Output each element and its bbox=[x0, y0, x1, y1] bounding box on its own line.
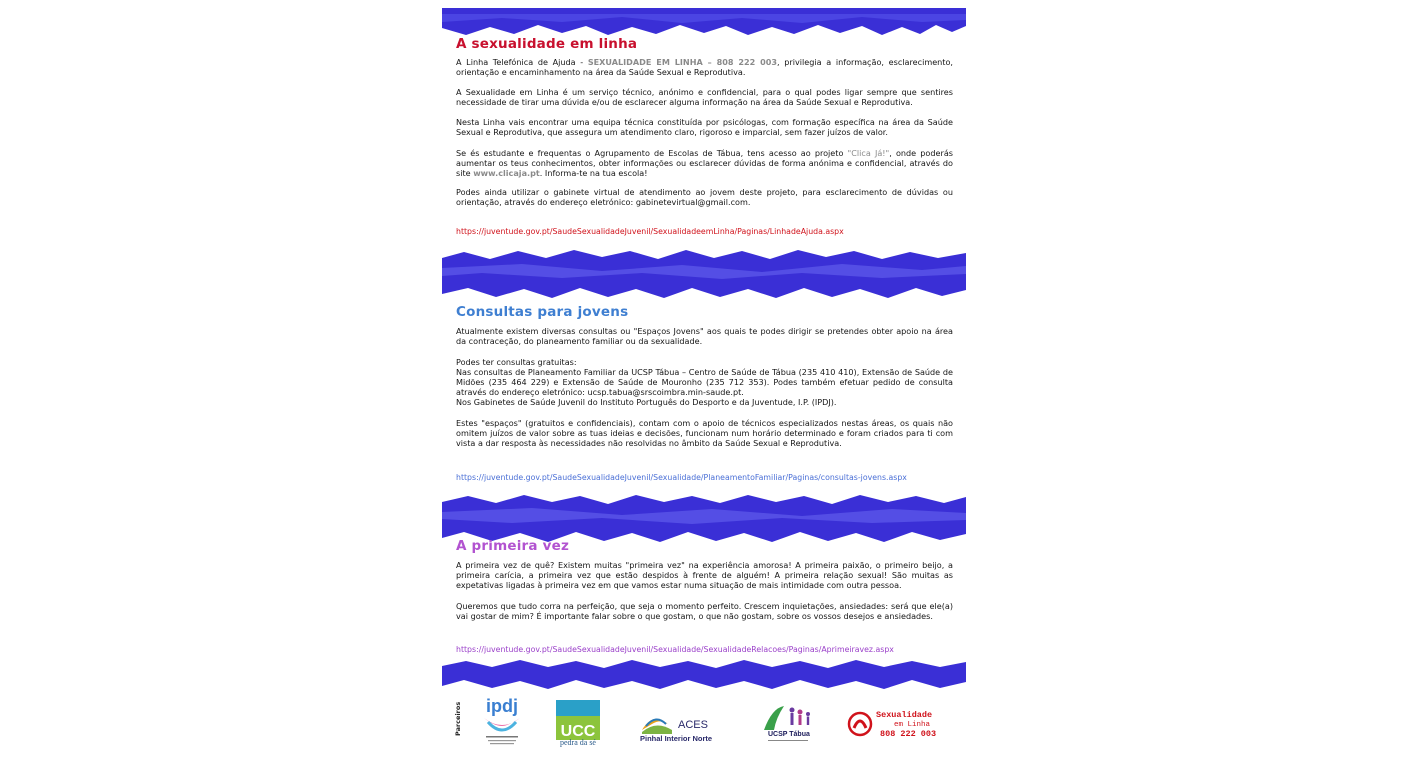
paragraph: Atualmente existem diversas consultas ou "Espaços Jovens" aos quais te podes dirigir se pretendes obter apoio na área da contraceção, do planeamento familiar ou da sexualidade. bbox=[456, 326, 953, 347]
paragraph: Queremos que tudo corra na perfeição, que seja o momento perfeito. Crescem inquietações, ansiedades: será que ele(a) vai gostar de mim? É importante falar sobre o que gostam, o que não gostam, sobre os vossos desejos e ansiedades. bbox=[456, 601, 953, 622]
section-title-consultas-para-jovens: Consultas para jovens bbox=[456, 304, 629, 320]
text: , onde poderás aumentar os teus conhecimentos, obter informações ou esclarecer dúvidas de forma anónima e confidencial, através do site bbox=[456, 148, 953, 179]
paragraph: Estes "espaços" (gratuitos e confidenciais), contam com o apoio de técnicos especializados nestas áreas, os quais não omitem juízos de valor sobre as tuas ideias e decisões, funcionam num horário determinado e foram criados para ti com vista a dar resposta às necessidades não resolvidas no âmbito da Saúde Sexual e Reprodutiva. bbox=[456, 418, 953, 449]
aces-sub-text: Pinhal Interior Norte bbox=[640, 734, 713, 743]
aces-logo bbox=[640, 704, 724, 744]
paragraph: A primeira vez de quê? Existem muitas "primeira vez" na experiência amorosa! A primeira paixão, o primeiro beijo, a primeira carícia, a primeira vez que estão despidos à frente de alguém! A primeira relação sexual! São muitas as expetativas ligadas à primeira vez em que vamos estar numa situação de mais intimidade com outra pessoa. bbox=[456, 560, 953, 591]
text: Nos Gabinetes de Saúde Juvenil do Instituto Português do Desporto e da Juventude, I.P. (IPDJ). bbox=[456, 397, 837, 408]
text: . Informa-te na tua escola! bbox=[539, 168, 648, 179]
paragraph: Nesta Linha vais encontrar uma equipa técnica constituída por psicólogas, com formação específica na área da Saúde Sexual e Reprodutiva, que assegura um atendimento claro, rigoroso e imparcial, sem fazer juízos de valor. bbox=[456, 117, 953, 138]
text: Nas consultas de Planeamento Familiar da UCSP Tábua – Centro de Saúde de Tábua (235 410 410), Extensão de Saúde de Midões (235 464 229) e Extensão de Saúde de Mouronho (235 712 353). Podes também efetuar pedido de consulta através do endereço eletrónico: ucsp.tabua@srscoimbra.min-saude.pt. bbox=[456, 367, 953, 398]
section-title-a-primeira-vez: A primeira vez bbox=[456, 538, 570, 554]
section-title-sexualidade-em-linha: A sexualidade em linha bbox=[456, 36, 638, 52]
ucc-sub-text: pedra da sé bbox=[560, 738, 596, 747]
sexualidade-em-linha-logo bbox=[846, 706, 954, 742]
partners-label: Parceiros bbox=[454, 701, 462, 736]
partners-strip bbox=[442, 684, 966, 750]
ipdj-logo bbox=[478, 692, 526, 748]
text: , privilegia a informação, esclarecimento, orientação e encaminhamento na área da Saúde Sexual e Reprodutiva. bbox=[456, 57, 954, 78]
top-brush-band bbox=[442, 8, 966, 38]
paragraph bbox=[456, 148, 953, 178]
ipdj-logo-text: ipdj bbox=[486, 696, 518, 716]
brush-band-2 bbox=[442, 246, 966, 300]
ucc-logo bbox=[554, 698, 604, 748]
ucc-logo-text: UCC bbox=[560, 723, 596, 740]
brush-band-3 bbox=[442, 492, 966, 544]
aces-logo-text: ACES bbox=[678, 719, 708, 731]
section2-link[interactable]: https://juventude.gov.pt/SaudeSexualidadeJuvenil/Sexualidade/PlaneamentoFamiliar/Paginas/consultas-jovens.aspx bbox=[456, 473, 907, 482]
sexlinha-line1: Sexualidade bbox=[876, 710, 933, 720]
ucsp-logo-text: UCSP Tábua bbox=[768, 731, 810, 738]
text: Se és estudante e frequentas o Agrupamento de Escolas de Tábua, tens acesso ao projeto bbox=[456, 148, 848, 158]
paragraph: A Sexualidade em Linha é um serviço técnico, anónimo e confidencial, para o qual podes ligar sempre que sentires necessidade de tirar uma dúvida e/ou de esclarecer alguma informação na área da Saúde Sexual e Reprodutiva. bbox=[456, 87, 953, 108]
text: Podes ter consultas gratuitas: bbox=[456, 357, 577, 367]
flyer-page bbox=[442, 8, 966, 752]
paragraph bbox=[456, 57, 953, 77]
project-name-highlight: "Clica Já!" bbox=[847, 148, 890, 158]
paragraph bbox=[456, 357, 953, 407]
sexlinha-phone: 808 222 003 bbox=[880, 729, 937, 739]
site-link-highlight[interactable]: www.clicaja.pt bbox=[473, 168, 540, 179]
helpline-highlight: SEXUALIDADE EM LINHA – 808 222 003 bbox=[587, 57, 778, 67]
section1-link[interactable]: https://juventude.gov.pt/SaudeSexualidadeJuvenil/SexualidadeemLinha/Paginas/LinhadeAjuda.aspx bbox=[456, 227, 844, 236]
ucsp-tabua-logo bbox=[760, 700, 818, 746]
section3-link[interactable]: https://juventude.gov.pt/SaudeSexualidadeJuvenil/Sexualidade/SexualidadeRelacoes/Paginas/Aprimeiravez.aspx bbox=[456, 645, 894, 654]
paragraph: Podes ainda utilizar o gabinete virtual de atendimento ao jovem deste projeto, para esclarecimento de dúvidas ou orientação, através do endereço eletrónico: gabinetevirtual@gmail.com. bbox=[456, 187, 953, 208]
text: A Linha Telefónica de Ajuda - bbox=[456, 57, 588, 67]
sexlinha-line2: em Linha bbox=[894, 721, 931, 729]
